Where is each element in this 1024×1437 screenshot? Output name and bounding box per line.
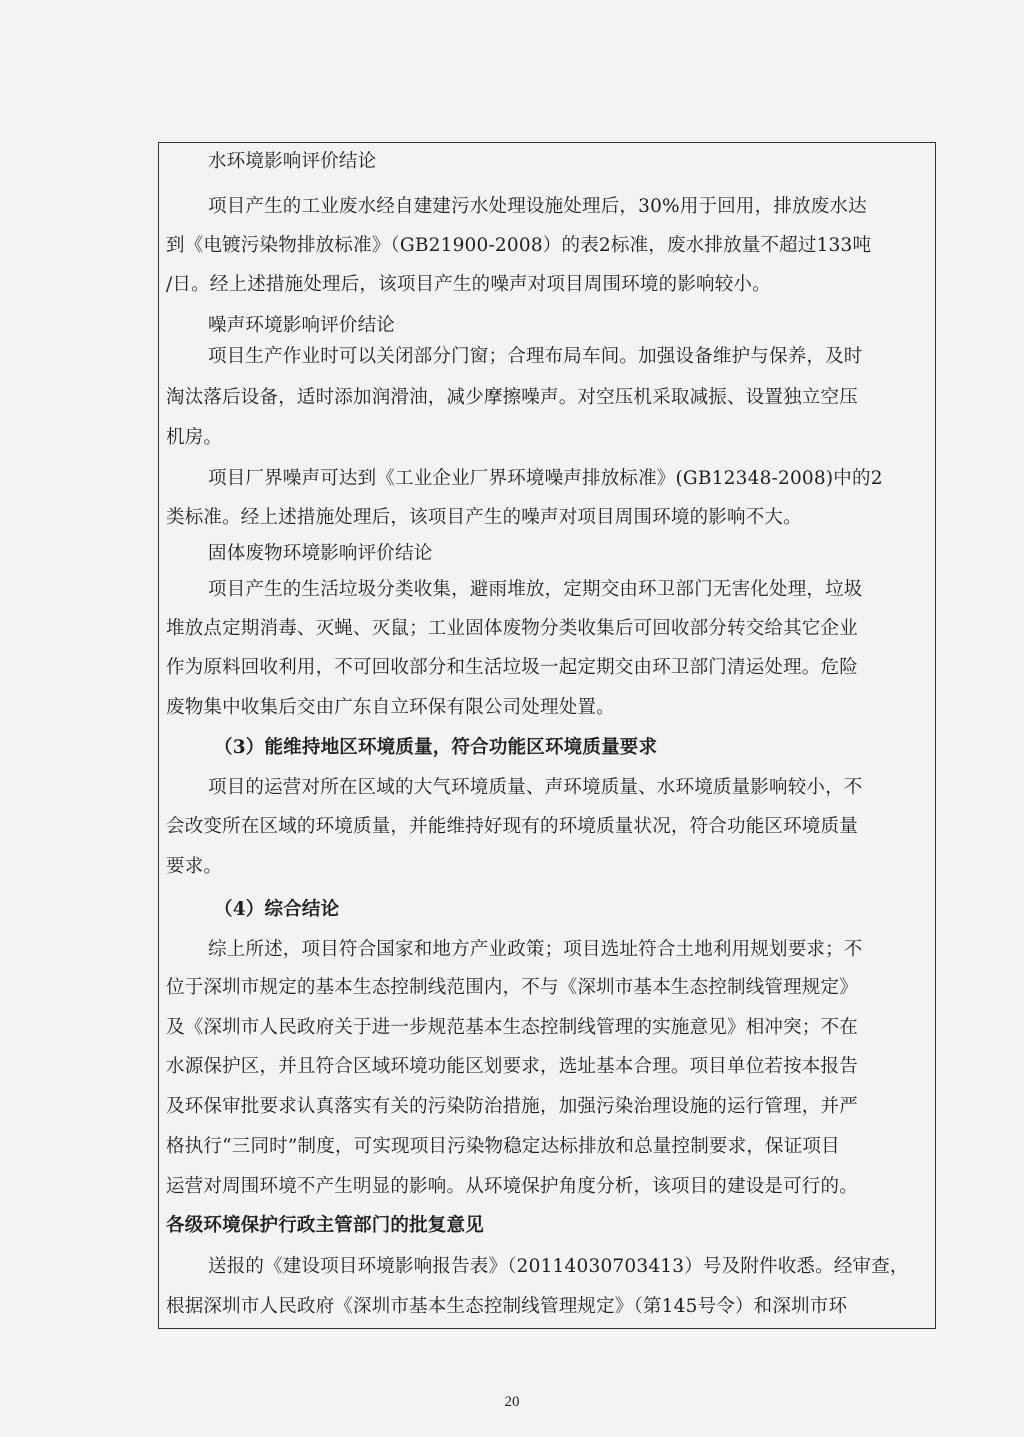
paragraph-line: 水源保护区，并且符合区域环境功能区划要求，选址基本合理。项目单位若按本报告 bbox=[166, 1056, 858, 1077]
heading-solid-waste: 固体废物环境影响评价结论 bbox=[208, 543, 433, 564]
paragraph-line: 格执行“三同时”制度，可实现项目污染物稳定达标排放和总量控制要求，保证项目 bbox=[166, 1136, 840, 1157]
paragraph-line: 位于深圳市规定的基本生态控制线范围内，不与《深圳市基本生态控制线管理规定》 bbox=[166, 977, 858, 998]
paragraph-line: 送报的《建设项目环境影响报告表》（20114030703413）号及附件收悉。经审查， bbox=[208, 1256, 909, 1277]
paragraph-line: 及《深圳市人民政府关于进一步规范基本生态控制线管理的实施意见》相冲突；不在 bbox=[166, 1017, 858, 1038]
section-heading-3: （3）能维持地区环境质量，符合功能区环境质量要求 bbox=[214, 737, 658, 758]
paragraph-line: 淘汰落后设备，适时添加润滑油，减少摩擦噪声。对空压机采取减振、设置独立空压 bbox=[166, 387, 858, 408]
heading-noise: 噪声环境影响评价结论 bbox=[208, 315, 396, 336]
paragraph-line: 机房。 bbox=[166, 427, 223, 448]
paragraph-line: 废物集中收集后交由广东自立环保有限公司处理处置。 bbox=[166, 697, 615, 718]
paragraph-line: 作为原料回收利用，不可回收部分和生活垃圾一起定期交由环卫部门清运处理。危险 bbox=[166, 657, 858, 678]
paragraph-line: 综上所述，项目符合国家和地方产业政策；项目选址符合土地利用规划要求；不 bbox=[208, 939, 863, 960]
section-heading-4: （4）综合结论 bbox=[214, 899, 340, 920]
page-number: 20 bbox=[504, 1394, 520, 1410]
paragraph-line: 根据深圳市人民政府《深圳市基本生态控制线管理规定》（第145号令）和深圳市环 bbox=[166, 1296, 848, 1317]
paragraph-line: 运营对周围环境不产生明显的影响。从环境保护角度分析，该项目的建设是可行的。 bbox=[166, 1176, 858, 1197]
paragraph-line: 会改变所在区域的环境质量，并能维持好现有的环境质量状况，符合功能区环境质量 bbox=[166, 816, 858, 837]
paragraph-line: 项目产生的工业废水经自建建污水处理设施处理后，30%用于回用，排放废水达 bbox=[208, 196, 867, 217]
paragraph-line: /日。经上述措施处理后，该项目产生的噪声对项目周围环境的影响较小。 bbox=[166, 274, 771, 295]
paragraph-line: 要求。 bbox=[166, 856, 223, 877]
paragraph-line: 项目产生的生活垃圾分类收集，避雨堆放，定期交由环卫部门无害化处理，垃圾 bbox=[208, 579, 863, 600]
approval-heading: 各级环境保护行政主管部门的批复意见 bbox=[166, 1215, 484, 1236]
paragraph-line: 及环保审批要求认真落实有关的污染防治措施，加强污染治理设施的运行管理，并严 bbox=[166, 1096, 858, 1117]
paragraph-line: 项目的运营对所在区域的大气环境质量、声环境质量、水环境质量影响较小，不 bbox=[208, 777, 863, 798]
paragraph-line: 项目生产作业时可以关闭部分门窗；合理布局车间。加强设备维护与保养，及时 bbox=[208, 346, 863, 367]
paragraph-line: 到《电镀污染物排放标准》（GB21900-2008）的表2标准，废水排放量不超过133吨 bbox=[166, 235, 872, 256]
paragraph-line: 项目厂界噪声可达到《工业企业厂界环境噪声排放标准》(GB12348-2008)中的2 bbox=[208, 468, 883, 489]
heading-water: 水环境影响评价结论 bbox=[208, 151, 377, 172]
paragraph-line: 堆放点定期消毒、灭蝇、灭鼠；工业固体废物分类收集后可回收部分转交给其它企业 bbox=[166, 618, 858, 639]
paragraph-line: 类标准。经上述措施处理后，该项目产生的噪声对项目周围环境的影响不大。 bbox=[166, 507, 802, 528]
